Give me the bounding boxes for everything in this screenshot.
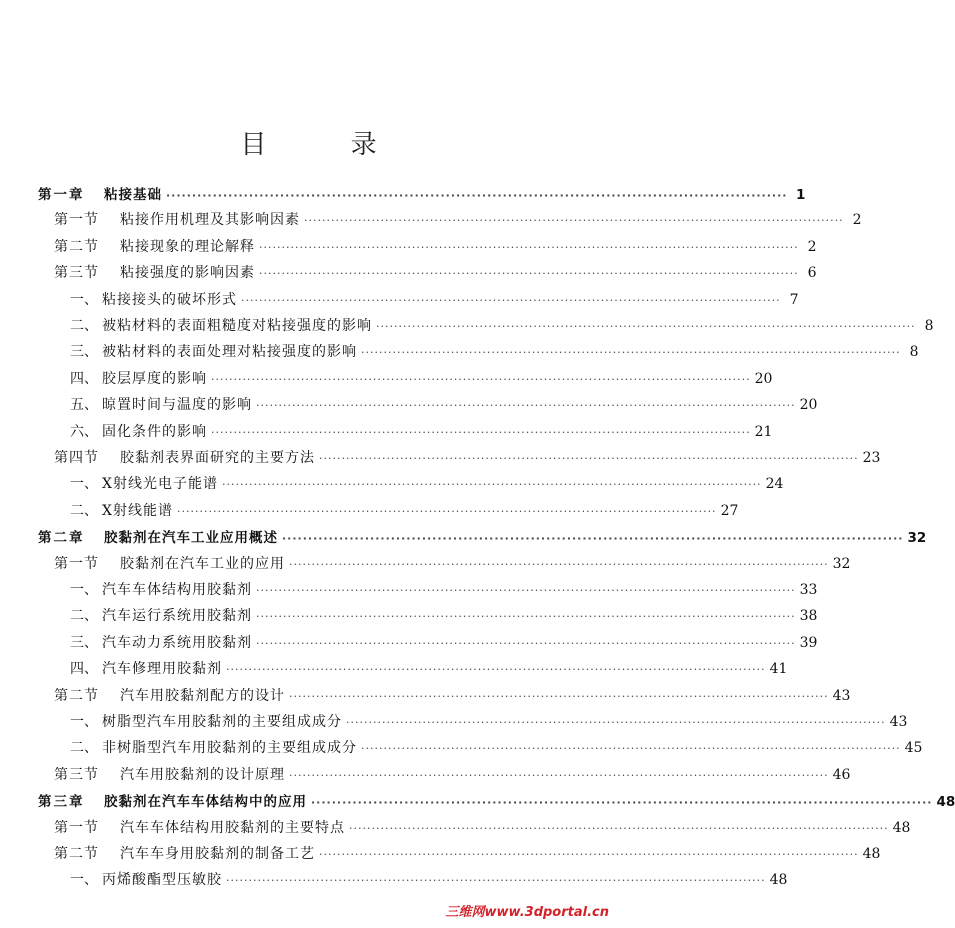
toc-entry-page: 48 — [769, 872, 788, 889]
toc-entry-sub — [70, 605, 818, 625]
toc-entry-title: X射线光电子能谱 — [102, 476, 218, 493]
toc-entry-number: 三、 — [70, 344, 98, 361]
toc-leader-dots: ························································································································ — [289, 768, 829, 782]
toc-entry-title: X射线能谱 — [102, 502, 173, 519]
toc-entry-number: 第二节 — [54, 687, 99, 704]
toc-entry-page: 20 — [799, 397, 818, 414]
toc-entry-title: 胶黏剂在汽车车体结构中的应用 — [104, 794, 307, 811]
toc-entry-sub — [70, 341, 919, 361]
toc-leader-dots: ························································································································ — [346, 716, 886, 729]
toc-entry-chapter — [38, 183, 806, 203]
toc-leader-dots: ························································································································ — [226, 663, 766, 677]
toc-leader-dots: ························································································································ — [304, 214, 844, 228]
toc-entry-section — [54, 236, 817, 256]
toc-leader-dots: ························································································································ — [282, 532, 904, 546]
toc-entry-page: 23 — [862, 450, 881, 466]
toc-entry-page: 43 — [832, 687, 851, 704]
toc-entry-page: 39 — [799, 634, 818, 651]
toc-entry-number: 一、 — [70, 872, 98, 889]
toc-entry-section — [54, 843, 881, 863]
toc-entry-page: 38 — [799, 608, 818, 625]
toc-entry-page: 1 — [796, 187, 806, 203]
toc-entry-title: 粘接接头的破坏形式 — [102, 291, 237, 308]
toc-entry-page: 27 — [720, 502, 739, 519]
toc-entry-number: 一、 — [70, 582, 98, 598]
toc-entry-sub — [70, 289, 799, 309]
toc-entry-title: 树脂型汽车用胶黏剂的主要组成成分 — [102, 714, 342, 730]
toc-leader-dots: ························································································································ — [226, 874, 766, 888]
toc-leader-dots: ························································································································ — [176, 504, 717, 518]
toc-entry-section — [54, 553, 851, 573]
toc-entry-sub — [70, 737, 923, 757]
toc-entry-page: 33 — [799, 582, 818, 598]
toc-entry-sub — [70, 394, 818, 414]
toc-entry-number: 第一节 — [54, 819, 99, 836]
toc-entry-title: 胶黏剂在汽车工业应用概述 — [104, 530, 278, 547]
toc-entry-title: 粘接基础 — [104, 187, 162, 203]
toc-entry-number: 一、 — [70, 291, 98, 308]
toc-entry-number: 第三节 — [54, 766, 99, 783]
toc-entry-number: 二、 — [70, 740, 98, 757]
toc-entry-section — [54, 817, 911, 837]
toc-leader-dots: ························································································································ — [289, 557, 829, 571]
toc-leader-dots: ························································································································ — [259, 240, 799, 254]
toc-entry-title: 胶层厚度的影响 — [102, 370, 207, 387]
toc-leader-dots: ························································································································ — [361, 742, 901, 756]
toc-leader-dots: ························································································································ — [349, 821, 889, 835]
toc-entry-number: 第二节 — [54, 238, 99, 255]
toc-entry-title: 汽车用胶黏剂配方的设计 — [120, 687, 285, 704]
toc-entry-title: 胶黏剂在汽车工业的应用 — [120, 555, 285, 572]
toc-entry-number: 第三节 — [54, 265, 99, 282]
toc-entry-page: 43 — [889, 714, 908, 730]
toc-entry-page: 32 — [907, 530, 927, 547]
toc-leader-dots: ························································································································ — [259, 267, 799, 281]
toc-entry-page: 48 — [892, 819, 911, 836]
toc-entry-page: 21 — [754, 423, 773, 440]
toc-entry-sub — [70, 579, 818, 599]
toc-leader-dots: ························································································································ — [289, 689, 829, 703]
toc-entry-page: 2 — [852, 212, 862, 229]
toc-entry-section — [54, 764, 851, 784]
toc-entry-title: 汽车车体结构用胶黏剂的主要特点 — [120, 819, 345, 836]
toc-entry-page: 48 — [862, 846, 881, 862]
toc-entry-page: 45 — [904, 740, 923, 757]
toc-entry-chapter — [38, 526, 927, 547]
toc-entry-sub — [70, 500, 739, 520]
toc-leader-dots: ························································································································ — [256, 399, 796, 413]
toc-entry-number: 第二章 — [38, 530, 85, 547]
toc-entry-title: 非树脂型汽车用胶黏剂的主要组成成分 — [102, 740, 357, 757]
toc-entry-number: 第一章 — [38, 187, 85, 203]
toc-entry-title: 汽车运行系统用胶黏剂 — [102, 608, 252, 625]
toc-leader-dots: ························································································································ — [166, 189, 788, 202]
toc-entry-title: 被粘材料的表面处理对粘接强度的影响 — [102, 344, 357, 361]
toc-entry-page: 8 — [909, 344, 919, 361]
toc-entry-page: 46 — [832, 766, 851, 783]
toc-entry-title: 胶黏剂表界面研究的主要方法 — [120, 450, 315, 466]
toc-entry-number: 二、 — [70, 608, 98, 625]
toc-entry-number: 三、 — [70, 634, 98, 651]
toc-entry-page: 48 — [936, 794, 955, 811]
toc-entry-number: 一、 — [70, 714, 98, 730]
toc-entry-section — [54, 685, 851, 705]
toc-entry-page: 41 — [769, 661, 788, 678]
toc-leader-dots: ························································································································ — [256, 584, 796, 597]
toc-entry-number: 五、 — [70, 397, 98, 414]
toc-entry-number: 第二节 — [54, 846, 99, 862]
watermark-url: www.3dportal.cn — [484, 905, 609, 920]
toc-entry-sub — [70, 632, 818, 652]
toc-leader-dots: ························································································································ — [256, 636, 796, 650]
toc-entry-title: 粘接现象的理论解释 — [120, 238, 255, 255]
toc-entry-number: 第三章 — [38, 794, 85, 811]
toc-entry-page: 6 — [807, 265, 817, 282]
toc-entry-sub — [70, 658, 788, 678]
toc-leader-dots: ························································································································ — [319, 452, 859, 465]
toc-entry-page: 7 — [789, 291, 799, 308]
watermark-cn: 三维网 — [445, 905, 485, 920]
toc-entry-page: 2 — [807, 238, 817, 255]
toc-entry-chapter — [38, 790, 955, 811]
toc-entry-sub — [70, 368, 773, 388]
toc-leader-dots: ························································································································ — [211, 372, 751, 386]
toc-entry-page: 32 — [832, 555, 851, 572]
toc-entry-title: 汽车用胶黏剂的设计原理 — [120, 766, 285, 783]
toc-entry-title: 晾置时间与温度的影响 — [102, 397, 252, 414]
toc-entry-title: 汽车动力系统用胶黏剂 — [102, 634, 252, 651]
toc-leader-dots: ························································································································ — [211, 425, 751, 439]
toc-entry-page: 24 — [765, 476, 784, 493]
toc-entry-number: 一、 — [70, 476, 98, 493]
toc-entry-page: 8 — [924, 318, 934, 334]
toc-entry-title: 粘接强度的影响因素 — [120, 265, 255, 282]
watermark — [446, 901, 610, 920]
toc-entry-number: 四、 — [70, 661, 98, 678]
toc-entry-sub — [70, 711, 908, 731]
toc-entry-number: 六、 — [70, 423, 98, 440]
toc-entry-title: 丙烯酸酯型压敏胶 — [102, 872, 222, 889]
toc-leader-dots: ························································································································ — [311, 796, 933, 810]
toc-entry-title: 粘接作用机理及其影响因素 — [120, 212, 300, 229]
toc-entry-title: 汽车修理用胶黏剂 — [102, 661, 222, 678]
toc-leader-dots: ························································································································ — [241, 293, 781, 307]
toc-entry-sub — [70, 315, 934, 335]
toc-entry-number: 第一节 — [54, 212, 99, 229]
toc-entry-number: 第一节 — [54, 555, 99, 572]
toc-leader-dots: ························································································································ — [361, 346, 901, 360]
toc-entry-sub — [70, 421, 773, 441]
toc-entry-title: 汽车车体结构用胶黏剂 — [102, 582, 252, 598]
toc-entry-section — [54, 447, 881, 467]
toc-entry-section — [54, 209, 862, 229]
toc-entry-title: 汽车车身用胶黏剂的制备工艺 — [120, 846, 315, 862]
toc-leader-dots: ························································································································ — [319, 848, 859, 861]
toc-leader-dots: ························································································································ — [256, 610, 796, 624]
toc-entry-sub — [70, 869, 788, 889]
toc-entry-number: 二、 — [70, 318, 98, 334]
toc-entry-title: 固化条件的影响 — [102, 423, 207, 440]
toc-entry-title: 被粘材料的表面粗糙度对粘接强度的影响 — [102, 318, 372, 334]
toc-entry-sub — [70, 473, 784, 493]
toc-entry-page: 20 — [754, 370, 773, 387]
page-title: 目 录 — [240, 130, 415, 160]
toc-leader-dots: ························································································································ — [376, 320, 916, 333]
toc-entry-number: 二、 — [70, 502, 98, 519]
toc-leader-dots: ························································································································ — [221, 478, 762, 492]
toc-entry-number: 四、 — [70, 370, 98, 387]
toc-entry-section — [54, 262, 817, 282]
toc-entry-number: 第四节 — [54, 450, 99, 466]
